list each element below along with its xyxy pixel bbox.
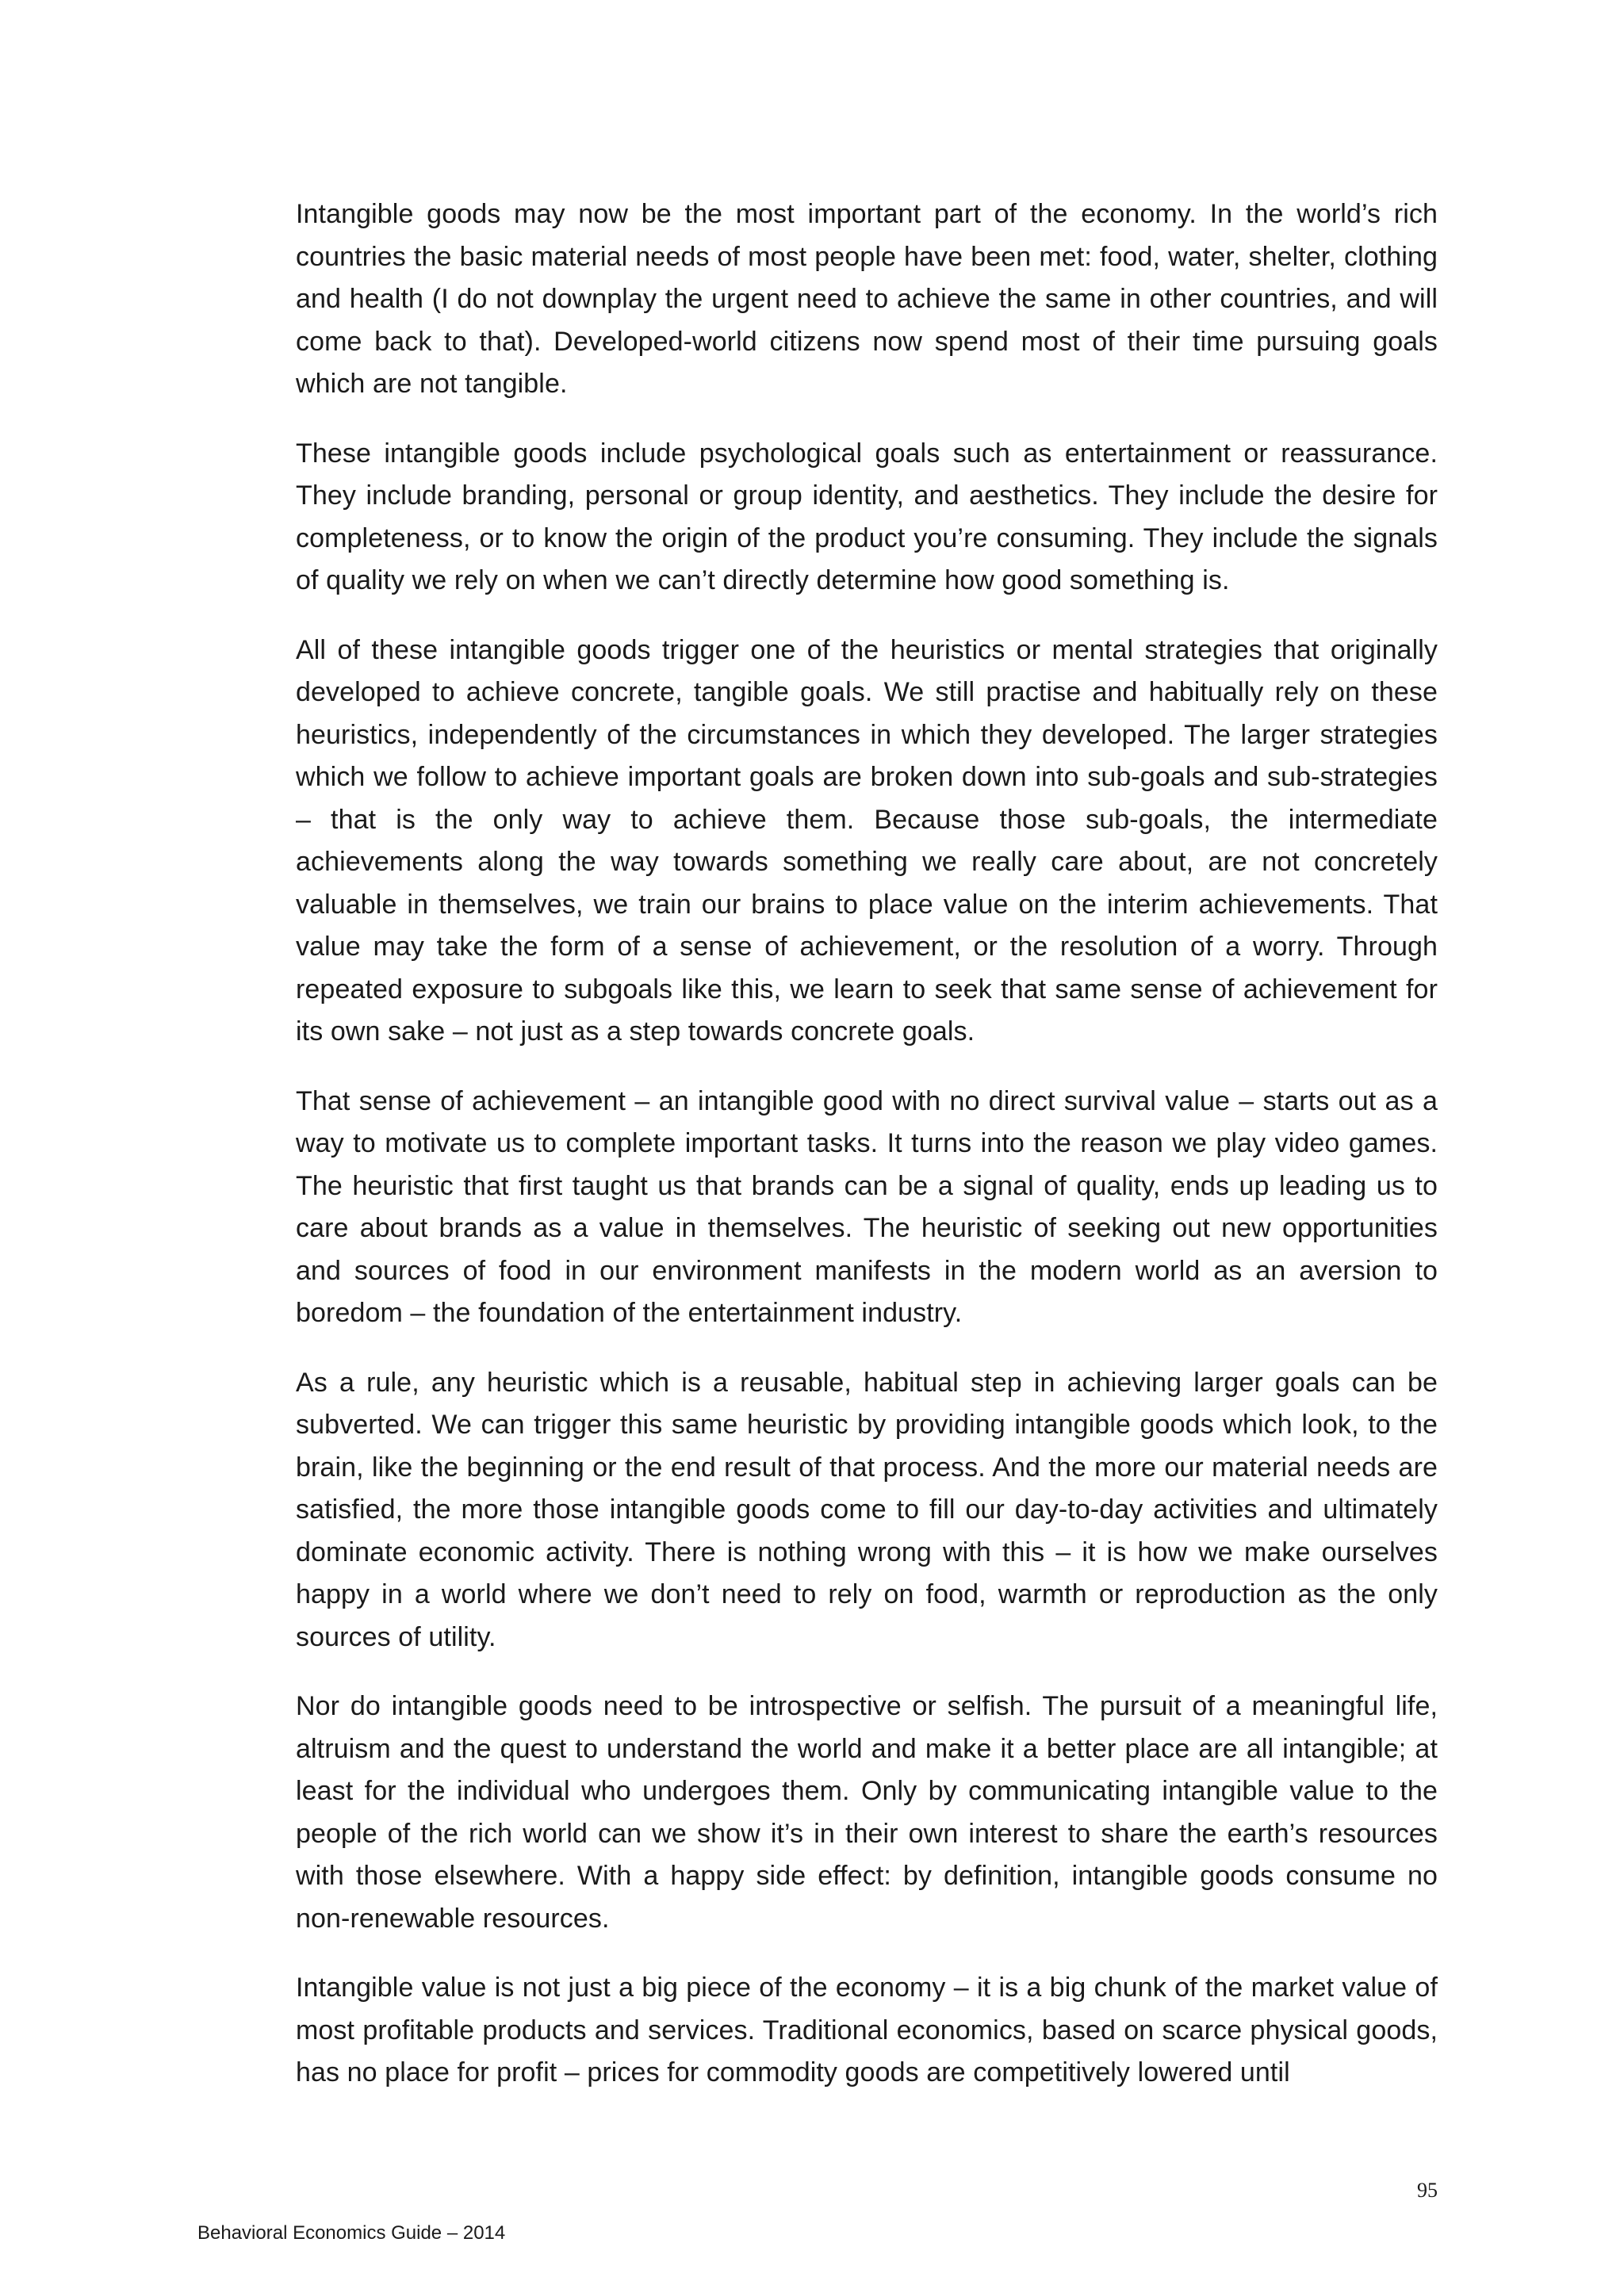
paragraph-7: Intangible value is not just a big piece of the economy – it is a big chunk of the market value of most profitable products and services. Traditional economics, based on scarce physical goods, has no place for profit – prices for commodity goods are competitively lowered until <box>296 1973 1438 2087</box>
paragraph-1: Intangible goods may now be the most important part of the economy. In the world’s rich countries the basic material needs of most people have been met: food, water, shelter, clothing and health (I do not downplay the urgent need to achieve the same in other countries, and will come back to that). Developed-world citizens now spend most of their time pursuing goals which are not tangible. <box>296 199 1438 399</box>
paragraph-2: These intangible goods include psychological goals such as entertainment or reassurance. They include branding, personal or group identity, and aesthetics. They include the desire for completeness, or to know the origin of the product you’re consuming. They include the signals of quality we rely on when we can’t directly determine how good something is. <box>296 438 1438 595</box>
paragraph-3: All of these intangible goods trigger one of the heuristics or mental strategies that originally developed to achieve concrete, tangible goals. We still practise and habitually rely on these heuristics, independently of the circumstances in which they developed. The larger strategies which we follow to achieve important goals are broken down into sub-goals and sub-strategies – that is the only way to achieve them. Because those sub-goals, the intermediate achievements along the way towards something we really care about, are not concretely valuable in themselves, we train our brains to place value on the interim achievements. That value may take the form of a sense of achievement, or the resolution of a worry. Through repeated exposure to subgoals like this, we learn to seek that same sense of achievement for its own sake – not just as a step towards concrete goals. <box>296 634 1438 1047</box>
paragraph-6: Nor do intangible goods need to be introspective or selfish. The pursuit of a meaningful life, altruism and the quest to understand the world and make it a better place are all intangible; at least for the individual who undergoes them. Only by communicating intangible value to the people of the rich world can we show it’s in their own interest to share the earth’s resources with those elsewhere. With a happy side effect: by definition, intangible goods consume no non-renewable resources. <box>296 1691 1438 1934</box>
running-footer: Behavioral Economics Guide – 2014 <box>197 2222 506 2244</box>
paragraph-4: That sense of achievement – an intangible good with no direct survival value – starts out as a way to motivate us to complete important tasks. It turns into the reason we play video games. The heuristic that first taught us that brands can be a signal of quality, ends up leading us to care about brands as a value in themselves. The heuristic of seeking out new opportunities and sources of food in our environment manifests in the modern world as an aversion to boredom – the foundation of the entertainment industry. <box>296 1085 1438 1328</box>
paragraph-5: As a rule, any heuristic which is a reusable, habitual step in achieving larger goals can be subverted. We can trigger this same heuristic by providing intangible goods which look, to the brain, like the beginning or the end result of that process. And the more our material needs are satisfied, the more those intangible goods come to fill our day-to-day activities and ultimately dominate economic activity. There is nothing wrong with this – it is how we make ourselves happy in a world where we don’t need to rely on food, warmth or reproduction as the only sources of utility. <box>296 1367 1438 1652</box>
body-text <box>296 193 1438 2122</box>
page-number: 95 <box>1417 2179 1438 2202</box>
